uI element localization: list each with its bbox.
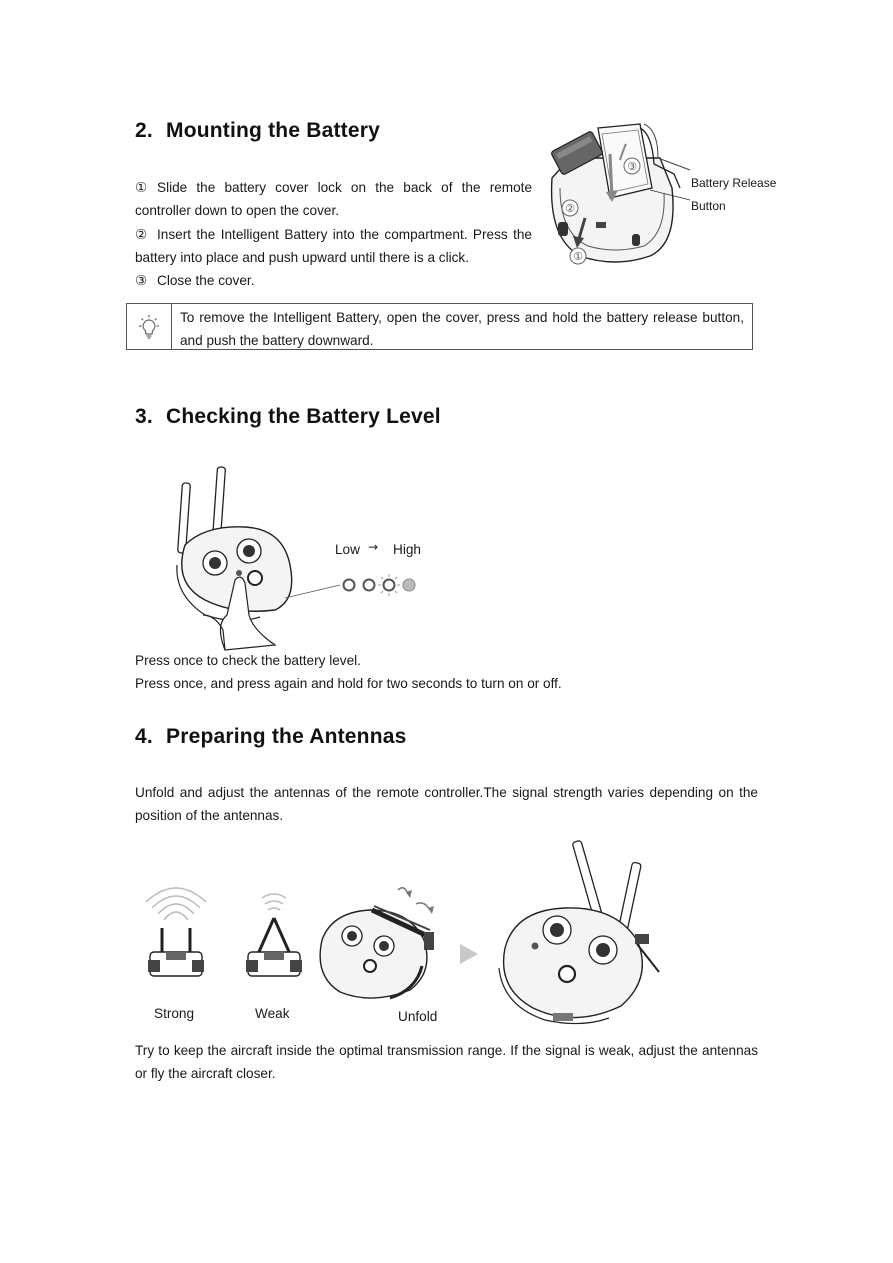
step-text: Slide the battery cover lock on the back of the remote controller down to open the cover. [135, 180, 532, 219]
figure-mark-3: ③ [627, 160, 637, 173]
mounting-steps [135, 176, 532, 292]
strong-label: Strong [154, 1006, 195, 1021]
tip-text: To remove the Intelligent Battery, open the cover, press and hold the battery release button, and push the battery downward. [180, 310, 744, 348]
section-heading-checking-battery-level [135, 405, 441, 429]
tip-box [126, 303, 753, 350]
section-heading-mounting-battery [135, 119, 380, 143]
step-1 [135, 176, 532, 223]
battery-level-figure [165, 465, 435, 650]
section-title: Mounting the Battery [166, 119, 380, 142]
step-text: Close the cover. [157, 273, 255, 289]
section-number: 4. [135, 725, 153, 748]
section-title: Preparing the Antennas [166, 725, 407, 748]
instruction-line: Press once, and press again and hold for two seconds to turn on or off. [135, 676, 562, 692]
section-heading-preparing-antennas [135, 725, 407, 749]
level-low-label: Low [335, 542, 360, 557]
figure-mark-1: ① [573, 250, 583, 263]
antenna-strong-figure [140, 880, 212, 990]
step-2 [135, 223, 532, 270]
lightbulb-icon [136, 314, 162, 340]
level-arrow: → [368, 540, 379, 554]
antenna-intro: Unfold and adjust the antennas of the remote controller.The signal strength varies depending on the position of the antennas. [135, 785, 758, 824]
antenna-unfold-figure [312, 880, 447, 1005]
section-number: 2. [135, 119, 153, 142]
tip-icon-cell [127, 304, 172, 349]
battery-level-instructions [135, 649, 755, 696]
antenna-deployed-figure [495, 838, 667, 1030]
antenna-outro: Try to keep the aircraft inside the optimal transmission range. If the signal is weak, adjust the antennas or fly the aircraft closer. [135, 1043, 758, 1082]
section-title: Checking the Battery Level [166, 405, 441, 428]
step-3 [135, 269, 532, 292]
battery-mounting-figure [540, 118, 690, 268]
instruction-line: Press once to check the battery level. [135, 653, 361, 668]
weak-label: Weak [255, 1006, 290, 1021]
play-arrow-icon [460, 944, 478, 964]
antenna-weak-figure [240, 890, 310, 990]
figure-mark-2: ② [565, 202, 575, 215]
callout-button: Button [691, 199, 726, 213]
callout-battery-release: Battery Release [691, 176, 777, 190]
step-marker: ① [135, 180, 148, 195]
section-number: 3. [135, 405, 153, 428]
step-marker: ② [135, 226, 148, 242]
unfold-label: Unfold [398, 1009, 438, 1024]
step-text: Insert the Intelligent Battery into the compartment. Press the battery into place and push upward until there is a click. [135, 226, 532, 265]
step-marker: ③ [135, 273, 148, 289]
level-high-label: High [393, 542, 421, 557]
